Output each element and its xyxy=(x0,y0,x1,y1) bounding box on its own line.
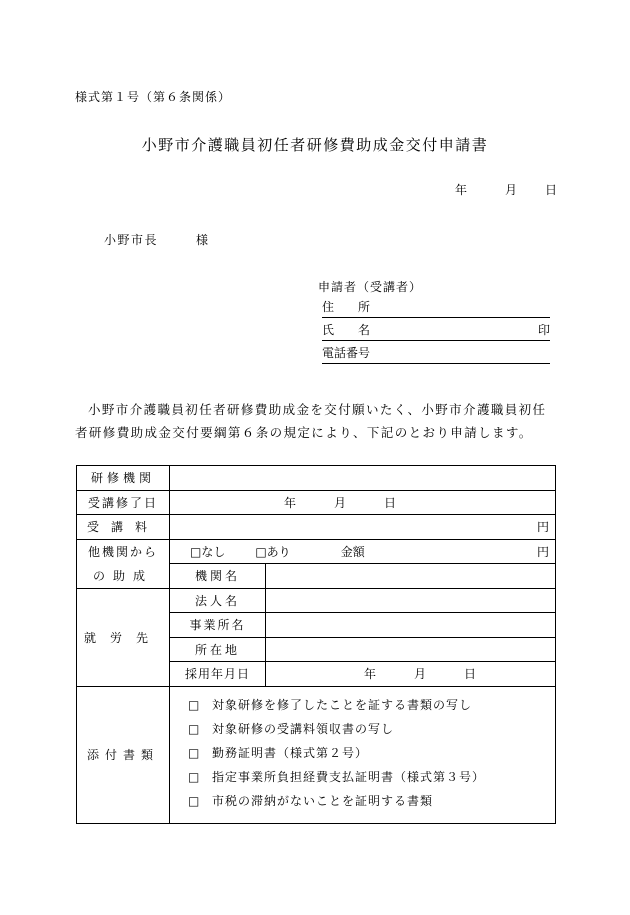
applicant-heading: 申請者（受講者） xyxy=(318,280,423,294)
completion-month: 月 xyxy=(334,495,347,510)
attachment-item[interactable] xyxy=(170,693,555,717)
date-year-label: 年 xyxy=(455,183,468,197)
attachment-text: 指定事業所負担経費支払証明書（様式第３号） xyxy=(212,769,486,784)
attachment-checkbox[interactable]: □ xyxy=(188,721,201,736)
date-day-label: 日 xyxy=(545,183,558,197)
employer-label: 就労先 xyxy=(77,588,170,686)
seal-mark: 印 xyxy=(537,323,550,337)
table-row xyxy=(77,588,556,613)
other-aid-options xyxy=(170,539,556,564)
location-label: 所在地 xyxy=(170,637,266,662)
location-input[interactable] xyxy=(266,637,556,662)
applicant-name-field[interactable] xyxy=(322,322,550,341)
applicant-address-field[interactable] xyxy=(322,299,550,318)
application-table xyxy=(76,465,556,824)
other-aid-label-2: の助成 xyxy=(77,564,170,589)
corp-name-label: 法人名 xyxy=(170,588,266,613)
applicant-address-label: 住 所 xyxy=(322,300,371,314)
table-row xyxy=(77,686,556,823)
applicant-phone-label: 電話番号 xyxy=(322,346,371,360)
completion-day: 日 xyxy=(384,495,397,510)
hire-date-label: 採用年月日 xyxy=(170,662,266,687)
addressee-name: 小野市長 xyxy=(104,233,159,247)
attachments-list xyxy=(170,686,556,823)
table-row xyxy=(77,515,556,540)
attachments-label: 添付書類 xyxy=(77,686,170,823)
completion-year: 年 xyxy=(284,495,297,510)
form-title: 小野市介護職員初任者研修費助成金交付申請書 xyxy=(141,136,489,154)
attachment-text: 勤務証明書（様式第２号） xyxy=(212,745,369,760)
form-number: 様式第１号（第６条関係） xyxy=(75,90,232,104)
office-name-label: 事業所名 xyxy=(170,613,266,638)
attachment-text: 対象研修の受講料領収書の写し xyxy=(212,721,395,736)
table-row xyxy=(77,564,556,589)
completion-date-label: 受講修了日 xyxy=(77,490,170,515)
amount-label: 金額 xyxy=(340,544,365,559)
hire-date-input[interactable] xyxy=(266,662,556,687)
org-name-label: 機関名 xyxy=(170,564,266,589)
attachment-checkbox[interactable]: □ xyxy=(188,697,201,712)
attachment-item[interactable] xyxy=(170,741,555,765)
applicant-phone-field[interactable] xyxy=(322,345,550,364)
attachment-checkbox[interactable]: □ xyxy=(188,793,201,808)
fee-input[interactable] xyxy=(170,515,556,540)
hire-day: 日 xyxy=(464,667,477,682)
other-aid-label-1: 他機関から xyxy=(77,539,170,564)
amount-yen: 円 xyxy=(536,544,549,559)
attachment-item[interactable] xyxy=(170,789,555,813)
table-row xyxy=(77,539,556,564)
attachment-checkbox[interactable]: □ xyxy=(188,769,201,784)
attachment-item[interactable] xyxy=(170,765,555,789)
attachment-checkbox[interactable]: □ xyxy=(188,745,201,760)
table-row xyxy=(77,490,556,515)
org-name-input[interactable] xyxy=(266,564,556,589)
fee-yen: 円 xyxy=(536,520,549,535)
fee-label: 受講料 xyxy=(77,515,170,540)
hire-year: 年 xyxy=(364,667,377,682)
applicant-name-label: 氏 名 xyxy=(322,323,371,337)
completion-date-input[interactable] xyxy=(170,490,556,515)
table-row xyxy=(77,466,556,491)
attachment-text: 市税の滞納がないことを証明する書類 xyxy=(212,793,434,808)
attachment-text: 対象研修を修了したことを証する書類の写し xyxy=(212,697,473,712)
training-org-label: 研修機関 xyxy=(77,466,170,491)
attachment-item[interactable] xyxy=(170,717,555,741)
date-month-label: 月 xyxy=(505,183,518,197)
office-name-input[interactable] xyxy=(266,613,556,638)
addressee-honorific: 様 xyxy=(196,233,209,247)
training-org-input[interactable] xyxy=(170,466,556,491)
application-statement: 小野市介護職員初任者研修費助成金を交付願いたく、小野市介護職員初任者研修費助成金交付要綱第６条の規定により、下記のとおり申請します。 xyxy=(75,402,547,440)
corp-name-input[interactable] xyxy=(266,588,556,613)
yes-checkbox[interactable]: □あり xyxy=(255,544,291,559)
none-checkbox[interactable]: □なし xyxy=(190,544,226,559)
hire-month: 月 xyxy=(414,667,427,682)
